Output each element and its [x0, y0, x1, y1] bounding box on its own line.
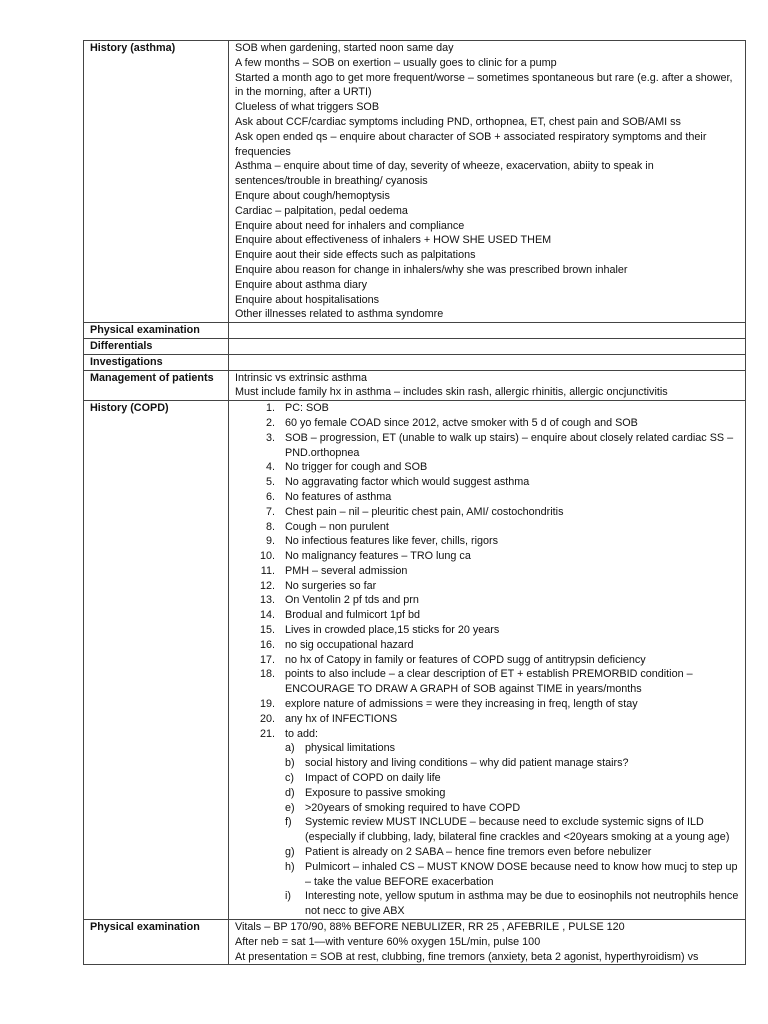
item-text: any hx of INFECTIONS: [285, 712, 398, 725]
sub-item: [235, 860, 741, 890]
table-row: [84, 920, 746, 965]
content-line: Enquire about need for inhalers and compliance: [235, 219, 465, 232]
sub-item-text: Exposure to passive smoking: [305, 786, 446, 799]
content-line: Cardiac – palpitation, pedal oedema: [235, 204, 408, 217]
item-number: 5.: [265, 476, 275, 489]
row-label: Physical examination: [84, 323, 229, 339]
sub-item-letter: f): [285, 816, 292, 829]
sub-item-text: Pulmicort – inhaled CS – MUST KNOW DOSE because need to know how mucj to step up – take the value BEFORE exacerbation: [305, 860, 738, 888]
numbered-item: [235, 475, 741, 490]
item-number: 8.: [265, 520, 275, 533]
row-content: [229, 920, 746, 965]
content-line: Enquire about hospitalisations: [235, 293, 380, 306]
sub-item: [235, 801, 741, 816]
item-text: No surgeries so far: [285, 579, 377, 592]
sub-item: [235, 771, 741, 786]
numbered-item: [235, 623, 741, 638]
numbered-item: [235, 505, 741, 520]
sub-item: [235, 845, 741, 860]
numbered-item: [235, 401, 741, 416]
row-content: [229, 41, 746, 323]
sub-item-text: Systemic review MUST INCLUDE – because need to exclude systemic signs of ILD (especially if clubbing, lady, bilateral fine crackles and <20years smoking at a young age): [305, 816, 730, 844]
content-line: Ask open ended qs – enquire about character of SOB + associated respiratory symptoms and their frequencies: [235, 130, 707, 158]
item-text: no sig occupational hazard: [285, 638, 414, 651]
numbered-item: [235, 534, 741, 549]
item-number: 18.: [259, 668, 275, 681]
numbered-item: [235, 520, 741, 535]
numbered-item: [235, 564, 741, 579]
item-number: 2.: [265, 416, 275, 429]
numbered-item: [235, 549, 741, 564]
numbered-item: [235, 593, 741, 608]
item-number: 17.: [259, 653, 275, 666]
item-number: 7.: [265, 505, 275, 518]
item-number: 3.: [265, 431, 275, 444]
item-text: Brodual and fulmicort 1pf bd: [285, 609, 421, 622]
row-content: [229, 401, 746, 920]
numbered-item: [235, 667, 741, 697]
sub-item-text: Patient is already on 2 SABA – hence fine tremors even before nebulizer: [305, 846, 652, 859]
content-line: Vitals – BP 170/90, 88% BEFORE NEBULIZER, RR 25 , AFEBRILE , PULSE 120: [235, 921, 625, 934]
item-number: 4.: [265, 461, 275, 474]
numbered-item: [235, 697, 741, 712]
table-row: [84, 370, 746, 401]
item-text: No aggravating factor which would suggest asthma: [285, 476, 530, 489]
item-number: 6.: [265, 490, 275, 503]
item-text: explore nature of admissions = were they increasing in freq, length of stay: [285, 698, 638, 711]
numbered-item: [235, 490, 741, 505]
numbered-item: [235, 460, 741, 475]
content-line: Clueless of what triggers SOB: [235, 101, 380, 114]
sub-item-letter: e): [285, 801, 295, 814]
item-text: Chest pain – nil – pleuritic chest pain, AMI/ costochondritis: [285, 505, 564, 518]
row-content: [229, 323, 746, 339]
item-text: No malignancy features – TRO lung ca: [285, 550, 471, 563]
item-text: No infectious features like fever, chills, rigors: [285, 535, 499, 548]
sub-item-text: physical limitations: [305, 742, 396, 755]
row-label: Management of patients: [84, 370, 229, 401]
row-label: Investigations: [84, 354, 229, 370]
sub-item-letter: i): [285, 890, 291, 903]
row-content: [229, 370, 746, 401]
sub-item-text: social history and living conditions – why did patient manage stairs?: [305, 757, 629, 770]
content-line: Enqure about cough/hemoptysis: [235, 189, 390, 202]
item-number: 1.: [265, 402, 275, 415]
content-line: Enquire aout their side effects such as palpitations: [235, 249, 476, 262]
item-text: No features of asthma: [285, 490, 392, 503]
sub-item: [235, 756, 741, 771]
content-line: After neb = sat 1—with venture 60% oxygen 15L/min, pulse 100: [235, 935, 541, 948]
table-row: [84, 338, 746, 354]
row-content: [229, 338, 746, 354]
sub-item-text: Interesting note, yellow sputum in asthma may be due to eosinophils not neutrophils hence not necc to give ABX: [305, 890, 739, 918]
content-line: At presentation = SOB at rest, clubbing, fine tremors (anxiety, beta 2 agonist, hyperthyroidism) vs: [235, 950, 699, 963]
numbered-item: [235, 638, 741, 653]
row-label: History (asthma): [84, 41, 229, 323]
numbered-item: [235, 727, 741, 742]
table-row: [84, 41, 746, 323]
numbered-item: [235, 416, 741, 431]
content-line: Must include family hx in asthma – includes skin rash, allergic rhinitis, allergic oncjunctivitis: [235, 386, 668, 399]
sub-item-letter: g): [285, 846, 295, 859]
numbered-item: [235, 579, 741, 594]
table-row: [84, 323, 746, 339]
numbered-item: [235, 431, 741, 461]
item-number: 20.: [259, 712, 275, 725]
item-text: On Ventolin 2 pf tds and prn: [285, 594, 419, 607]
item-text: no hx of Catopy in family or features of COPD sugg of antitrypsin deficiency: [285, 653, 646, 666]
notes-table: [83, 40, 746, 965]
item-text: PMH – several admission: [285, 564, 408, 577]
content-line: Enquire abou reason for change in inhalers/why she was prescribed brown inhaler: [235, 263, 628, 276]
item-text: No trigger for cough and SOB: [285, 461, 428, 474]
item-number: 15.: [259, 624, 275, 637]
item-number: 14.: [259, 609, 275, 622]
sub-item: [235, 786, 741, 801]
item-number: 12.: [259, 579, 275, 592]
item-number: 11.: [260, 564, 275, 577]
content-line: SOB when gardening, started noon same day: [235, 42, 454, 54]
item-text: SOB – progression, ET (unable to walk up stairs) – enquire about closely related cardiac SS – PND.orthopnea: [285, 431, 734, 459]
item-text: Lives in crowded place,15 sticks for 20 years: [285, 624, 500, 637]
content-line: Asthma – enquire about time of day, severity of wheeze, exacervation, abiity to speak in sentences/trouble in breathing/ cyanosis: [235, 160, 654, 188]
item-number: 13.: [259, 594, 275, 607]
content-line: Enquire about asthma diary: [235, 278, 368, 291]
content-line: Enquire about effectiveness of inhalers + HOW SHE USED THEM: [235, 234, 552, 247]
sub-item: [235, 741, 741, 756]
content-line: Ask about CCF/cardiac symptoms including PND, orthopnea, ET, chest pain and SOB/AMI ss: [235, 115, 681, 128]
content-line: Started a month ago to get more frequent/worse – sometimes spontaneous but rare (e.g. after a shower, in the morning, after a URTI): [235, 71, 733, 99]
item-number: 21.: [259, 727, 275, 740]
sub-item: [235, 815, 741, 845]
item-text: points to also include – a clear description of ET + establish PREMORBID condition – ENCOURAGE TO DRAW A GRAPH of SOB against TIME in years/months: [285, 668, 693, 696]
numbered-item: [235, 712, 741, 727]
sub-item-letter: h): [285, 860, 295, 873]
numbered-item: [235, 608, 741, 623]
item-number: 16.: [259, 638, 275, 651]
item-number: 10.: [259, 550, 275, 563]
row-content: [229, 354, 746, 370]
content-line: A few months – SOB on exertion – usually goes to clinic for a pump: [235, 56, 557, 69]
row-label: Differentials: [84, 338, 229, 354]
item-text: PC: SOB: [285, 402, 329, 415]
table-row: [84, 401, 746, 920]
content-line: Other illnesses related to asthma syndomre: [235, 308, 444, 321]
row-label: History (COPD): [84, 401, 229, 920]
numbered-item: [235, 653, 741, 668]
row-label: Physical examination: [84, 920, 229, 965]
item-text: Cough – non purulent: [285, 520, 389, 533]
sub-item-text: Impact of COPD on daily life: [305, 772, 441, 785]
sub-item: [235, 889, 741, 919]
item-number: 9.: [265, 535, 275, 548]
sub-item-letter: c): [285, 772, 294, 785]
item-text: 60 yo female COAD since 2012, actve smoker with 5 d of cough and SOB: [285, 416, 638, 429]
sub-item-letter: d): [285, 786, 295, 799]
table-row: [84, 354, 746, 370]
content-line: Intrinsic vs extrinsic asthma: [235, 371, 367, 384]
sub-item-text: >20years of smoking required to have COPD: [305, 801, 521, 814]
item-text: to add:: [285, 727, 319, 740]
sub-item-letter: b): [285, 757, 295, 770]
sub-item-letter: a): [285, 742, 295, 755]
item-number: 19.: [259, 698, 275, 711]
